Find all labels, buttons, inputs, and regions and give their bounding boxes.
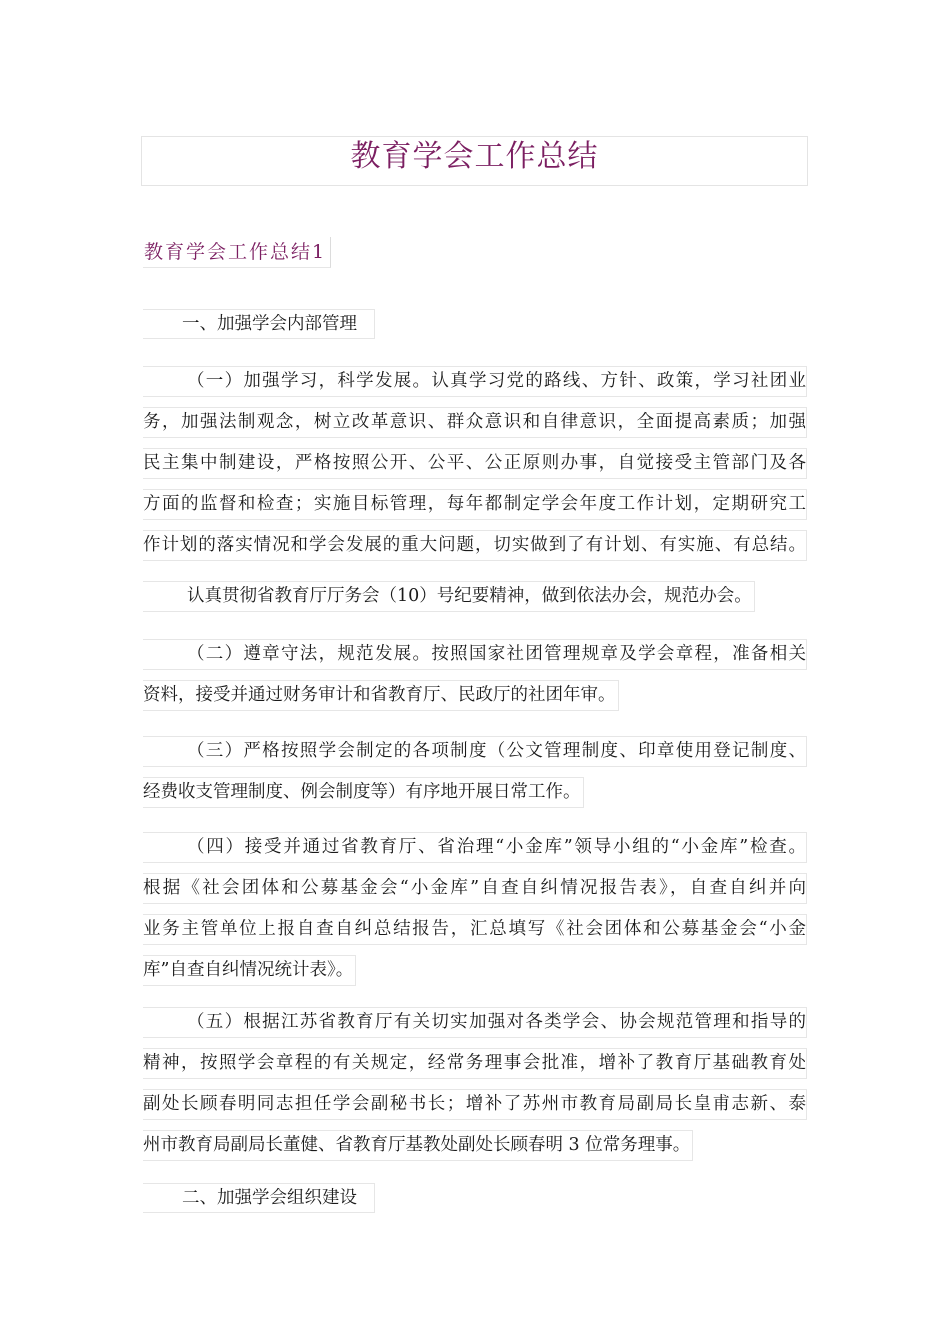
- paragraph-line: 副处长顾春明同志担任学会副秘书长；增补了苏州市教育局副局长皇甫志新、泰: [143, 1089, 807, 1120]
- paragraph-line: 精神，按照学会章程的有关规定，经常务理事会批准，增补了教育厅基础教育处: [143, 1048, 807, 1079]
- paragraph-line: 方面的监督和检查；实施目标管理，每年都制定学会年度工作计划，定期研究工: [143, 489, 807, 520]
- paragraph-line: 根据《社会团体和公募基金会“小金库”自查自纠情况报告表》，自查自纠并向: [143, 873, 807, 904]
- paragraph-4: [143, 736, 807, 818]
- paragraph-2: [143, 581, 807, 622]
- paragraph-line: 作计划的落实情况和学会发展的重大问题，切实做到了有计划、有实施、有总结。: [143, 530, 807, 561]
- paragraph-line: （二）遵章守法，规范发展。按照国家社团管理规章及学会章程，准备相关: [143, 639, 807, 670]
- paragraph-line: 业务主管单位上报自查自纠总结报告，汇总填写《社会团体和公募基金会“小金: [143, 914, 807, 945]
- paragraph-line: （五）根据江苏省教育厅有关切实加强对各类学会、协会规范管理和指导的: [143, 1007, 807, 1038]
- paragraph-1: [143, 366, 807, 571]
- paragraph-line: 州市教育局副局长董健、省教育厅基教处副处长顾春明 3 位常务理事。: [143, 1130, 693, 1161]
- paragraph-5: [143, 832, 807, 996]
- paragraph-line: 务，加强法制观念，树立改革意识、群众意识和自律意识，全面提高素质；加强: [143, 407, 807, 438]
- paragraph-line: （三）严格按照学会制定的各项制度（公文管理制度、印章使用登记制度、: [143, 736, 807, 767]
- paragraph-line: （四）接受并通过省教育厅、省治理“小金库”领导小组的“小金库”检查。: [143, 832, 807, 863]
- paragraph-line: 资料，接受并通过财务审计和省教育厅、民政厅的社团年审。: [143, 680, 619, 711]
- paragraph-line: （一）加强学习，科学发展。认真学习党的路线、方针、政策，学习社团业: [143, 366, 807, 397]
- title-box: [141, 136, 808, 186]
- paragraph-line: 民主集中制建设，严格按照公开、公平、公正原则办事，自觉接受主管部门及各: [143, 448, 807, 479]
- paragraph-6: [143, 1007, 807, 1171]
- paragraph-line: 库”自查自纠情况统计表》。: [143, 955, 356, 986]
- document-title: 教育学会工作总结: [350, 139, 599, 174]
- section-heading-1: 一、加强学会内部管理: [143, 309, 375, 339]
- paragraph-3: [143, 639, 807, 721]
- section-subtitle: 教育学会工作总结1: [143, 237, 331, 268]
- section-heading-2: 二、加强学会组织建设: [143, 1183, 375, 1213]
- paragraph-line: 认真贯彻省教育厅厅务会（10）号纪要精神，做到依法办会，规范办会。: [143, 581, 755, 612]
- paragraph-line: 经费收支管理制度、例会制度等）有序地开展日常工作。: [143, 777, 584, 808]
